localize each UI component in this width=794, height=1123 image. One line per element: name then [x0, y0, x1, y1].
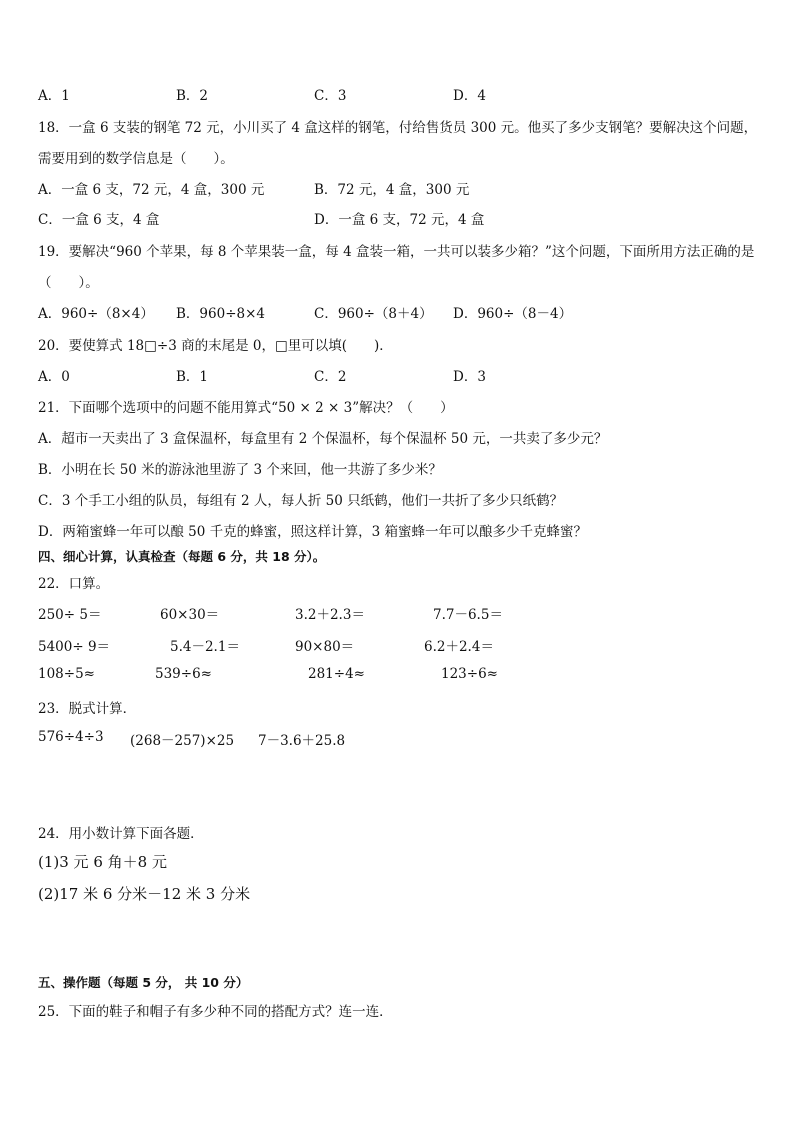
q19-option-c: C．960÷（8＋4）: [314, 306, 433, 322]
q23-item: (268－257)×25: [130, 733, 235, 749]
q19-question-line2: （ ）。: [38, 275, 99, 291]
q22-item: 108÷5≈: [38, 666, 95, 682]
q21-question: 21．下面哪个选项中的问题不能用算式“50 × 2 × 3”解决？（ ）: [38, 400, 454, 416]
q22-item: 5400÷ 9＝: [38, 639, 111, 655]
q24-title: 24．用小数计算下面各题．: [38, 826, 204, 842]
q21-option-b: B．小明在长 50 米的游泳池里游了 3 个来回，他一共游了多少米？: [38, 462, 442, 478]
q20-option-a: A．0: [38, 369, 70, 385]
q24-item: (2)17 米 6 分米－12 米 3 分米: [38, 885, 251, 903]
q17-option-c: C．3: [314, 88, 347, 104]
q21-option-c: C．3 个手工小组的队员，每组有 2 人，每人折 50 只纸鹤，他们一共折了多少只纸鹤？: [38, 493, 564, 509]
section4-title: 四、细心计算，认真检查（每题 6 分，共 18 分）。: [38, 549, 326, 564]
q25-question: 25．下面的鞋子和帽子有多少种不同的搭配方式？连一连．: [38, 1004, 393, 1020]
q23-title: 23．脱式计算．: [38, 701, 137, 717]
q20-option-b: B．1: [176, 369, 209, 385]
q22-item: 90×80＝: [295, 639, 355, 655]
q22-item: 123÷6≈: [441, 666, 498, 682]
q22-item: 3.2＋2.3＝: [295, 607, 365, 623]
q17-option-d: D．4: [453, 88, 486, 104]
q18-question-line1: 18．一盒 6 支装的钢笔 72 元，小川买了 4 盒这样的钢笔，付给售货员 300 元。他买了多少支钢笔？要解决这个问题，: [38, 120, 758, 136]
q21-option-d: D．两箱蜜蜂一年可以酿 50 千克的蜂蜜，照这样计算，3 箱蜜蜂一年可以酿多少千克蜂蜜？: [38, 524, 587, 540]
q20-question: 20．要使算式 18□÷3 商的末尾是 0，□里可以填( )．: [38, 338, 393, 354]
q22-item: 60×30＝: [160, 607, 220, 623]
q20-option-d: D．3: [453, 369, 486, 385]
q23-item: 7－3.6＋25.8: [258, 733, 346, 749]
q24-item: (1)3 元 6 角＋8 元: [38, 853, 167, 871]
q22-item: 539÷6≈: [155, 666, 212, 682]
q18-option-d: D．一盒 6 支，72 元，4 盒: [314, 212, 485, 228]
q22-item: 250÷ 5＝: [38, 607, 102, 623]
q17-option-b: B．2: [176, 88, 209, 104]
q19-option-b: B．960÷8×4: [176, 306, 265, 322]
q22-item: 281÷4≈: [308, 666, 365, 682]
q19-option-a: A．960÷（8×4）: [38, 306, 154, 322]
q18-question-line2: 需要用到的数学信息是（ ）。: [38, 151, 234, 167]
q22-item: 6.2＋2.4＝: [424, 639, 494, 655]
q22-item: 5.4－2.1＝: [170, 639, 240, 655]
q19-question-line1: 19．要解决“960 个苹果，每 8 个苹果装一盒，每 4 盒装一箱，一共可以装多少箱？”这个问题，下面所用方法正确的是: [38, 244, 755, 260]
q18-option-a: A．一盒 6 支，72 元，4 盒，300 元: [38, 182, 265, 198]
q21-option-a: A．超市一天卖出了 3 盒保温杯，每盒里有 2 个保温杯，每个保温杯 50 元，一共卖了多少元？: [38, 431, 608, 447]
q23-item: 576÷4÷3: [38, 729, 104, 745]
q19-option-d: D．960÷（8－4）: [453, 306, 573, 322]
q22-item: 7.7－6.5＝: [433, 607, 503, 623]
q18-option-c: C．一盒 6 支，4 盒: [38, 212, 160, 228]
q17-option-a: A．1: [38, 88, 70, 104]
q18-option-b: B．72 元，4 盒，300 元: [314, 182, 470, 198]
section5-title: 五、操作题（每题 5 分， 共 10 分）: [38, 975, 249, 990]
q20-option-c: C．2: [314, 369, 347, 385]
q22-title: 22．口算。: [38, 576, 110, 592]
